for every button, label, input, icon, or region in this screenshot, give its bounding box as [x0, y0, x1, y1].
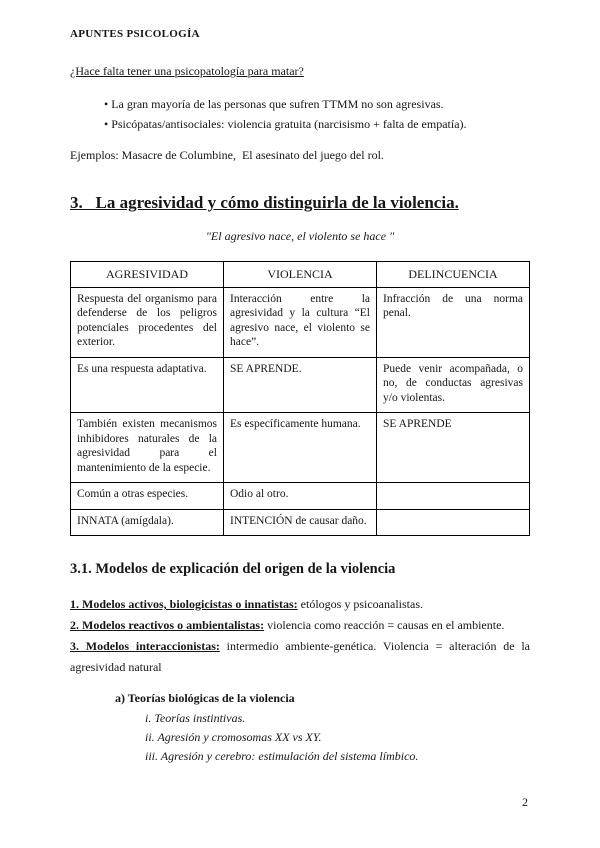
models-list: [70, 594, 530, 678]
model-text: etólogos y psicoanalistas.: [297, 597, 423, 611]
table-cell: También existen mecanismos inhibidores naturales de la agresividad para el mantenimiento de la especie.: [71, 413, 224, 483]
section-31-title: 3.1. Modelos de explicación del origen de la violencia: [70, 561, 396, 577]
table-row: [71, 483, 530, 510]
table-cell: Común a otras especies.: [71, 483, 224, 510]
table-row: [71, 509, 530, 536]
table-row: [71, 287, 530, 357]
document-header: APUNTES PSICOLOGÍA: [70, 28, 200, 40]
roman-list: [70, 709, 530, 766]
table-cell: INNATA (amígdala).: [71, 509, 224, 536]
model-lead: 3. Modelos interaccionistas:: [70, 639, 220, 653]
subsection-a-title: a) Teorías biológicas de la violencia: [115, 691, 295, 705]
section-3-title: 3. La agresividad y cómo distinguirla de la violencia.: [70, 193, 459, 212]
table-cell: Respuesta del organismo para defenderse de los peligros potenciales procedentes del exterior.: [71, 287, 224, 357]
table-cell: [377, 483, 530, 510]
intro-bullet-list: [70, 94, 530, 134]
roman-item: ii. Agresión y cromosomas XX vs XY.: [145, 730, 322, 744]
model-line-1: [70, 594, 530, 615]
section-quote: "El agresivo nace, el violento se hace ": [205, 229, 395, 243]
examples-line: Ejemplos: Masacre de Columbine, El asesinato del juego del rol.: [70, 148, 384, 162]
table-header-row: [71, 262, 530, 288]
model-text: violencia como reacción = causas en el ambiente.: [264, 618, 505, 632]
comparison-table: [70, 261, 530, 536]
roman-item: i. Teorías instintivas.: [145, 711, 246, 725]
table-header-violencia: VIOLENCIA: [224, 262, 377, 288]
table-row: [71, 413, 530, 483]
model-lead: 2. Modelos reactivos o ambientalistas:: [70, 618, 265, 632]
model-text: intermedio ambiente-genética. Violencia = alteración de la agresividad natural: [70, 639, 531, 674]
model-lead: 1. Modelos activos, biologicistas o innatistas:: [70, 597, 298, 611]
table-cell: SE APRENDE.: [224, 357, 377, 413]
bullet-item: • Psicópatas/antisociales: violencia gratuita (narcisismo + falta de empatía).: [104, 114, 530, 134]
table-header-agresividad: AGRESIVIDAD: [71, 262, 224, 288]
model-line-2: [70, 615, 530, 636]
page-number: 2: [522, 795, 528, 809]
table-cell: [377, 509, 530, 536]
table-cell: Puede venir acompañada, o no, de conductas agresivas y/o violentas.: [377, 357, 530, 413]
table-cell: Es específicamente humana.: [224, 413, 377, 483]
table-cell: Es una respuesta adaptativa.: [71, 357, 224, 413]
table-cell: INTENCIÓN de causar daño.: [224, 509, 377, 536]
table-row: [71, 357, 530, 413]
bullet-item: • La gran mayoría de las personas que sufren TTMM no son agresivas.: [104, 94, 530, 114]
table-cell: SE APRENDE: [377, 413, 530, 483]
roman-item: iii. Agresión y cerebro: estimulación del sistema límbico.: [145, 749, 419, 763]
table-cell: Interacción entre la agresividad y la cultura “El agresivo nace, el violento se hace”.: [224, 287, 377, 357]
model-line-3: [70, 636, 530, 678]
table-cell: Odio al otro.: [224, 483, 377, 510]
intro-question: ¿Hace falta tener una psicopatología para matar?: [70, 64, 304, 78]
table-cell: Infracción de una norma penal.: [377, 287, 530, 357]
table-header-delincuencia: DELINCUENCIA: [377, 262, 530, 288]
